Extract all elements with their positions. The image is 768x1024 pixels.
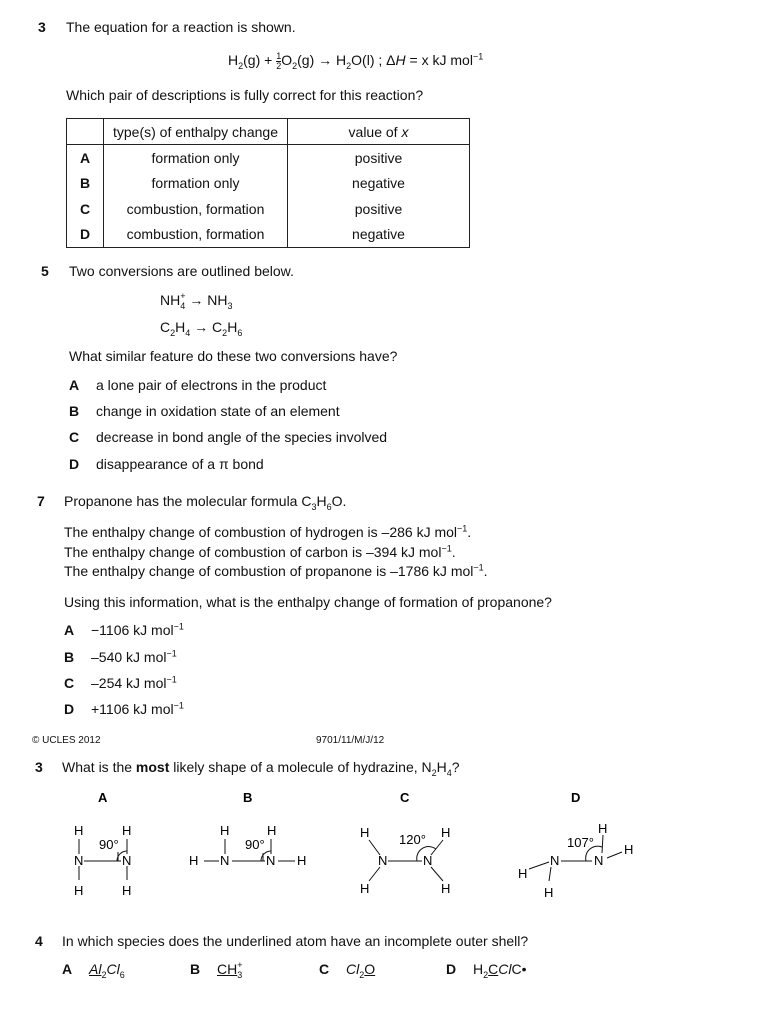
q3-equation: $H_2(g)$ + $\frac{1}{2}$ $O_2(g) \to H_2O(l)$ ; ΔH = x kJ mol$^{-1}$ bbox=[228, 51, 484, 71]
q5-stem: Two conversions are outlined below. bbox=[69, 263, 294, 279]
q7-number: 7 bbox=[37, 493, 45, 509]
q7-option-letter: D bbox=[64, 701, 75, 717]
row-value: positive bbox=[288, 196, 470, 222]
q4-option-letter: D bbox=[446, 961, 457, 977]
atom-h: H bbox=[518, 866, 528, 881]
row-type: formation only bbox=[104, 171, 288, 197]
atom-h: H bbox=[267, 823, 277, 838]
table-header-type: type(s) of enthalpy change bbox=[104, 119, 288, 145]
atom-n: N bbox=[74, 853, 84, 868]
q7-info-line: The enthalpy change of combustion of hydrogen is –286 kJ mol$^{-1}$. bbox=[64, 523, 472, 540]
footer-paper-code: 9701/11/M/J/12 bbox=[316, 735, 385, 746]
atom-h: H bbox=[360, 825, 370, 840]
table-header-value: value of x bbox=[288, 119, 470, 145]
table-row bbox=[67, 196, 470, 222]
diagram-letter-c: C bbox=[400, 790, 410, 805]
q4-option-letter: A bbox=[62, 961, 73, 977]
q4-option-letter: B bbox=[190, 961, 201, 977]
q4-option-c: $Cl_2O$ bbox=[346, 961, 376, 980]
row-value: negative bbox=[288, 222, 470, 248]
q7-option-text: –540 kJ mol$^{-1}$ bbox=[91, 648, 177, 665]
q7-option-letter: B bbox=[64, 649, 75, 665]
q4-option-a: $Al_2Cl_6$ bbox=[89, 961, 125, 980]
q3b-stem: What is the most likely shape of a molecule of hydrazine, $N_2H_4$? bbox=[62, 759, 460, 778]
diagram-letter-d: D bbox=[571, 790, 581, 805]
bond-angle-label: 120° bbox=[399, 832, 426, 847]
atom-n: N bbox=[423, 853, 433, 868]
q5-option-text: change in oxidation state of an element bbox=[96, 403, 340, 419]
atom-h: H bbox=[598, 821, 608, 836]
table-row bbox=[67, 222, 470, 248]
diagram-letter-b: B bbox=[243, 790, 253, 805]
atom-n: N bbox=[122, 853, 132, 868]
q7-option-text: –254 kJ mol$^{-1}$ bbox=[91, 674, 177, 691]
atom-h: H bbox=[360, 881, 370, 896]
atom-n: N bbox=[266, 853, 276, 868]
q7-option-letter: C bbox=[64, 675, 75, 691]
q5-option-text: a lone pair of electrons in the product bbox=[96, 377, 327, 393]
q7-question: Using this information, what is the enthalpy change of formation of propanone? bbox=[64, 594, 552, 610]
row-value: negative bbox=[288, 171, 470, 197]
q3-stem: The equation for a reaction is shown. bbox=[66, 19, 296, 35]
atom-n: N bbox=[220, 853, 230, 868]
q5-option-letter: C bbox=[69, 429, 80, 445]
row-letter: C bbox=[67, 196, 104, 222]
footer-copyright: © UCLES 2012 bbox=[32, 735, 101, 746]
q5-number: 5 bbox=[41, 263, 49, 279]
atom-h: H bbox=[74, 883, 84, 898]
q7-option-text: +1106 kJ mol$^{-1}$ bbox=[91, 700, 184, 717]
q5-option-text: decrease in bond angle of the species involved bbox=[96, 429, 388, 445]
atom-n: N bbox=[378, 853, 388, 868]
q3-answer-table bbox=[66, 118, 470, 248]
q5-option-letter: B bbox=[69, 403, 80, 419]
atom-n: N bbox=[594, 853, 604, 868]
bond-angle-label: 90° bbox=[99, 837, 119, 852]
row-type: combustion, formation bbox=[104, 222, 288, 248]
atom-h: H bbox=[122, 883, 132, 898]
q5-option-text: disappearance of a π bond bbox=[96, 456, 264, 472]
q4-stem: In which species does the underlined atom have an incomplete outer shell? bbox=[62, 933, 529, 949]
hydrazine-diagrams bbox=[0, 785, 768, 915]
q4-number: 4 bbox=[35, 933, 43, 949]
atom-h: H bbox=[441, 881, 451, 896]
row-letter: D bbox=[67, 222, 104, 248]
q5-conversion-1: $NH_4^+ \to NH_3$ bbox=[160, 291, 233, 311]
q5-option-letter: D bbox=[69, 456, 80, 472]
q3-question: Which pair of descriptions is fully correct for this reaction? bbox=[66, 87, 424, 103]
q7-info-line: The enthalpy change of combustion of carbon is –394 kJ mol$^{-1}$. bbox=[64, 543, 456, 560]
atom-h: H bbox=[189, 853, 199, 868]
atom-n: N bbox=[550, 853, 560, 868]
q3-number: 3 bbox=[38, 19, 46, 35]
bond-angle-label: 90° bbox=[245, 837, 265, 852]
atom-h: H bbox=[544, 885, 554, 900]
q4-option-b: $CH_3^+$ bbox=[217, 960, 243, 980]
q7-stem: Propanone has the molecular formula $C_3H_6O$. bbox=[64, 493, 347, 512]
bond-angle-label: 107° bbox=[567, 835, 594, 850]
table-row bbox=[67, 171, 470, 197]
row-value: positive bbox=[288, 145, 470, 171]
q4-option-letter: C bbox=[319, 961, 330, 977]
q3b-number: 3 bbox=[35, 759, 43, 775]
q7-option-letter: A bbox=[64, 622, 75, 638]
row-letter: B bbox=[67, 171, 104, 197]
atom-h: H bbox=[122, 823, 132, 838]
atom-h: H bbox=[297, 853, 307, 868]
row-type: formation only bbox=[104, 145, 288, 171]
q7-option-text: −1106 kJ mol$^{-1}$ bbox=[91, 621, 184, 638]
q5-question: What similar feature do these two conversions have? bbox=[69, 348, 398, 364]
q7-info-line: The enthalpy change of combustion of propanone is –1786 kJ mol$^{-1}$. bbox=[64, 562, 488, 579]
row-letter: A bbox=[67, 145, 104, 171]
q5-option-letter: A bbox=[69, 377, 80, 393]
atom-h: H bbox=[220, 823, 230, 838]
atom-h: H bbox=[74, 823, 84, 838]
q5-conversion-2: $C_2H_4 \to C_2H_6$ bbox=[160, 319, 243, 338]
table-row bbox=[67, 145, 470, 171]
atom-h: H bbox=[624, 842, 634, 857]
row-type: combustion, formation bbox=[104, 196, 288, 222]
q4-option-d: $H_2CClC•$ bbox=[473, 961, 527, 980]
table-header-blank bbox=[67, 119, 104, 145]
atom-h: H bbox=[441, 825, 451, 840]
diagram-letter-a: A bbox=[98, 790, 108, 805]
